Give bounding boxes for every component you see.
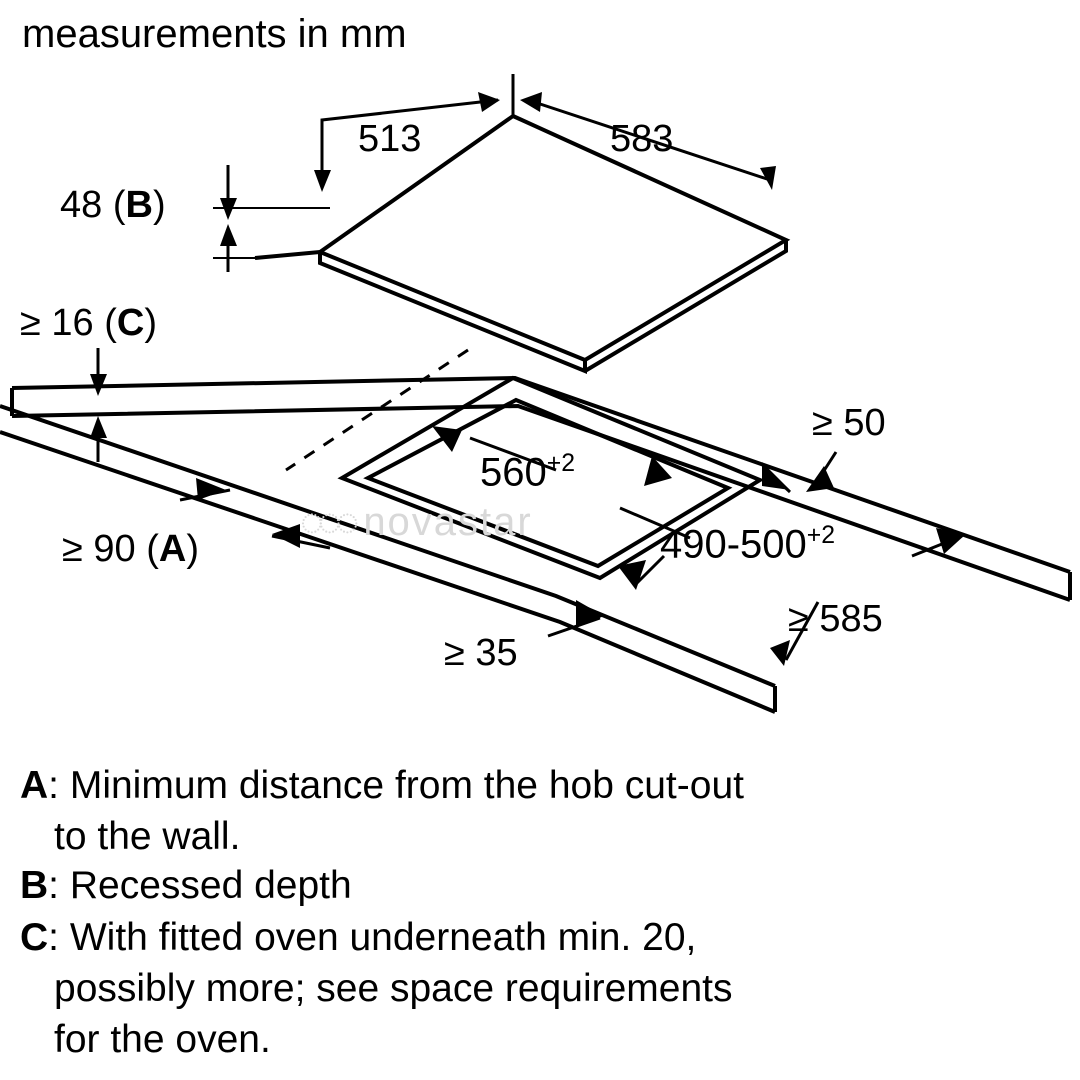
legend-text-c-line2: possibly more; see space requirements bbox=[54, 967, 733, 1010]
legend-text-c: : With fitted oven underneath min. 20, bbox=[48, 916, 697, 959]
legend-text-a-line2: to the wall. bbox=[54, 815, 241, 858]
watermark: ◌◌◌ novastar bbox=[300, 500, 533, 544]
dimension-label-cutout-width: $560^{+2}$ bbox=[480, 450, 576, 495]
dimension-label-recessed-depth: 48 (B) bbox=[60, 184, 166, 226]
dimension-lines bbox=[90, 74, 966, 666]
hob-outline bbox=[255, 116, 786, 371]
legend-item-a bbox=[20, 760, 1020, 862]
legend-text-b: : Recessed depth bbox=[48, 864, 352, 907]
legend-text-c-line3: for the oven. bbox=[54, 1018, 271, 1061]
legend-key-a: A bbox=[20, 764, 49, 807]
legend-key-b: B bbox=[20, 864, 49, 907]
dimension-label-clearance-c: ≥ 16 (C) bbox=[20, 302, 158, 344]
legend-item-b bbox=[20, 860, 1020, 911]
legend-key-c: C bbox=[20, 916, 49, 959]
dimension-label-front-clearance: ≥ 35 bbox=[444, 632, 518, 674]
dimension-label-wall-distance: ≥ 90 (A) bbox=[62, 528, 200, 570]
legend-item-c bbox=[20, 912, 1020, 1065]
legend-text-a: : Minimum distance from the hob cut-out bbox=[48, 764, 744, 807]
dimension-label-513: 513 bbox=[358, 118, 422, 160]
dimension-label-rear-clearance: ≥ 50 bbox=[812, 402, 886, 444]
dimension-label-worktop-width: ≥ 585 bbox=[788, 598, 883, 640]
watermark-logo-icon: ◌◌◌ bbox=[300, 500, 354, 544]
dimension-label-583: 583 bbox=[610, 118, 674, 160]
dimension-label-cutout-depth: $490-500^{+2}$ bbox=[660, 522, 836, 567]
page-title: measurements in mm bbox=[22, 12, 407, 56]
